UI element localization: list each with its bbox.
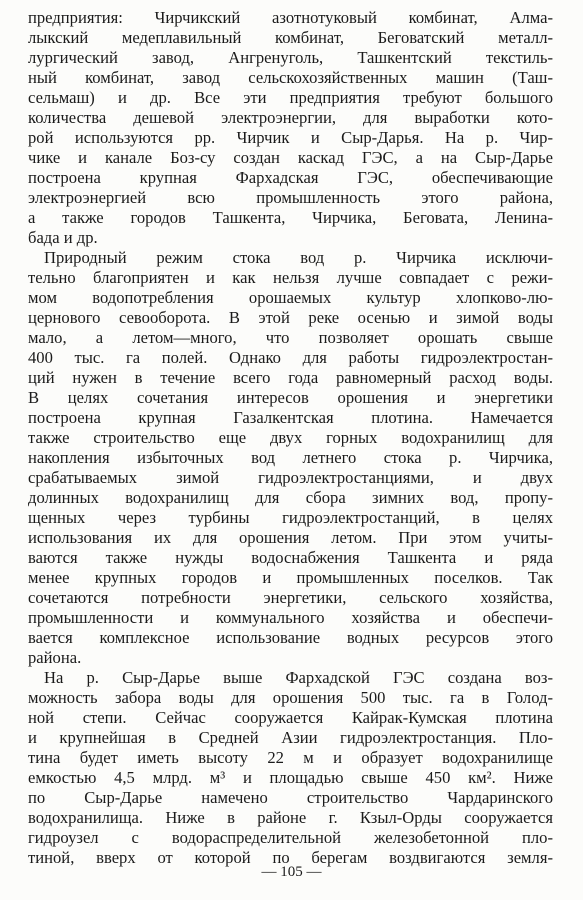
text-line: и крупнейшая в Средней Азии гидроэлектростанция. Пло-: [28, 728, 553, 747]
text-line: срабатываемых зимой гидроэлектростанциями, и двух: [28, 468, 553, 487]
text-line: мом водопотребления орошаемых культур хлопково-лю-: [28, 288, 553, 307]
text-line: предприятия: Чирчикский азотнотуковый комбинат, Алма-: [28, 8, 553, 27]
paragraph-industry: [28, 8, 553, 248]
text-line: гидроузел с водораспределительной железобетонной пло-: [28, 828, 553, 847]
text-line: лыкский медеплавильный комбинат, Беговатский металл-: [28, 28, 553, 47]
text-line: Природный режим стока вод р. Чирчика исключи-: [44, 248, 553, 267]
text-line: бада и др.: [28, 228, 98, 247]
text-line: ваются также нужды водоснабжения Ташкента и ряда: [28, 548, 553, 567]
text-line: по Сыр-Дарье намечено строительство Чардаринского: [28, 788, 553, 807]
text-line: цернового севооборота. В этой реке осенью и зимой воды: [28, 308, 553, 327]
text-line: сочетаются потребности энергетики, сельского хозяйства,: [28, 588, 553, 607]
text-line: емкостью 4,5 млрд. м³ и площадью свыше 450 км². Ниже: [28, 768, 553, 787]
text-line: ной степи. Сейчас сооружается Кайрак-Кумская плотина: [28, 708, 553, 727]
text-line: накопления избыточных вод летнего стока р. Чирчика,: [28, 448, 553, 467]
text-line: ный комбинат, завод сельскохозяйственных машин (Таш-: [28, 68, 553, 87]
text-line: промышленности и коммунального хозяйства и обеспечи-: [28, 608, 553, 627]
text-line: 400 тыс. га полей. Однако для работы гидроэлектростан-: [28, 348, 553, 367]
text-line: водохранилища. Ниже в районе г. Кзыл-Орды сооружается: [28, 808, 553, 827]
text-line: мало, а летом—много, что позволяет орошать свыше: [28, 328, 553, 347]
text-line: использования их для орошения летом. При этом учиты-: [28, 528, 553, 547]
text-line: тина будет иметь высоту 22 м и образует водохранилище: [28, 748, 553, 767]
page-number: — 105 —: [261, 864, 322, 880]
paragraph-syr-darya: [28, 668, 553, 868]
text-line: количества дешевой электроэнергии, для выработки кото-: [28, 108, 553, 127]
text-line: а также городов Ташкента, Чирчика, Беговата, Ленина-: [28, 208, 553, 227]
text-line: щенных через турбины гидроэлектростанций, в целях: [28, 508, 553, 527]
text-line: вается комплексное использование водных ресурсов этого: [28, 628, 553, 647]
text-line: можность забора воды для орошения 500 тыс. га в Голод-: [28, 688, 553, 707]
text-line: также строительство еще двух горных водохранилищ для: [28, 428, 553, 447]
text-line: лургический завод, Ангренуголь, Ташкентский текстиль-: [28, 48, 553, 67]
text-line: долинных водохранилищ для сбора зимних вод, пропу-: [28, 488, 553, 507]
text-line: менее крупных городов и промышленных поселков. Так: [28, 568, 553, 587]
text-line: построена крупная Газалкентская плотина. Намечается: [28, 408, 553, 427]
paragraph-chirchik-regime: [28, 248, 553, 668]
text-line: тельно благоприятен и как нельзя лучше совпадает с режи-: [28, 268, 553, 287]
text-line: электроэнергией всю промышленность этого района,: [28, 188, 553, 207]
text-line: сельмаш) и др. Все эти предприятия требуют большого: [28, 88, 553, 107]
text-line: построена крупная Фархадская ГЭС, обеспечивающие: [28, 168, 553, 187]
text-line: рой используются рр. Чирчик и Сыр-Дарья. На р. Чир-: [28, 128, 553, 147]
text-line: ций нужен в течение всего года равномерный расход воды.: [28, 368, 553, 387]
text-line: чике и канале Боз-су создан каскад ГЭС, а на Сыр-Дарье: [28, 148, 553, 167]
text-line: района.: [28, 648, 82, 667]
text-line: тиной, вверх от которой по берегам воздвигаются земля-: [28, 848, 553, 867]
text-line: В целях сочетания интересов орошения и энергетики: [28, 388, 553, 407]
text-line: На р. Сыр-Дарье выше Фархадской ГЭС создана воз-: [44, 668, 553, 687]
